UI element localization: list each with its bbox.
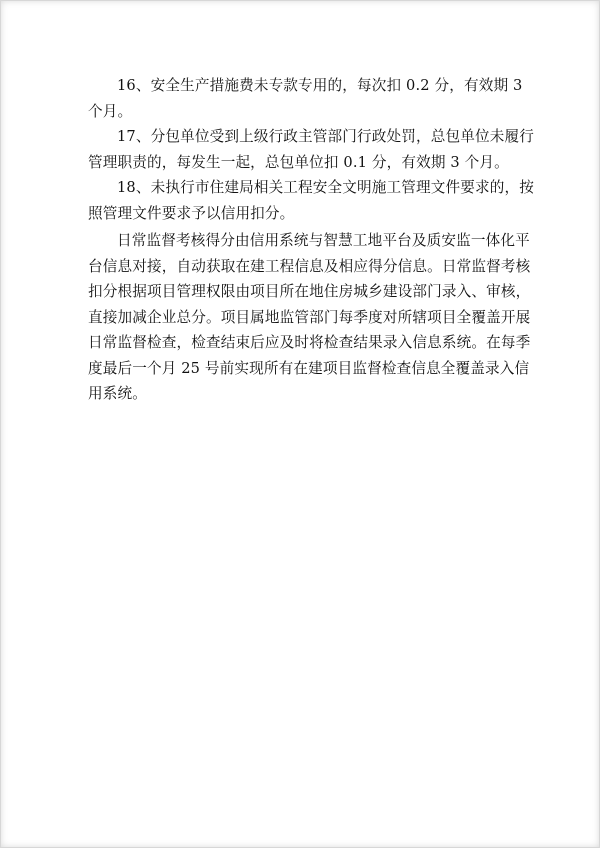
paragraph-item-18: 18、未执行市住建局相关工程安全文明施工管理文件要求的，按照管理文件要求予以信用扣分。 [88, 179, 534, 222]
paragraph-item-16: 16、安全生产措施费未专款专用的，每次扣 0.2 分，有效期 3 个月。 [88, 77, 523, 120]
paragraph-daily-supervision: 日常监督考核得分由信用系统与智慧工地平台及质安监一体化平台信息对接，自动获取在建工程信息及相应得分信息。日常监督考核扣分根据项目管理权限由项目所在地住房城乡建设部门录入、审核，直接加减企业总分。项目属地监管部门每季度对所辖项目全覆盖开展日常监督检查，检查结束后应及时将检查结果录入信息系统。在每季度最后一个月 25 号前实现所有在建项目监督检查信息全覆盖录入信用系统。 [88, 232, 531, 402]
document-body [88, 73, 536, 407]
paragraph-item-17: 17、分包单位受到上级行政主管部门行政处罚，总包单位未履行管理职责的，每发生一起，总包单位扣 0.1 分，有效期 3 个月。 [88, 128, 534, 171]
